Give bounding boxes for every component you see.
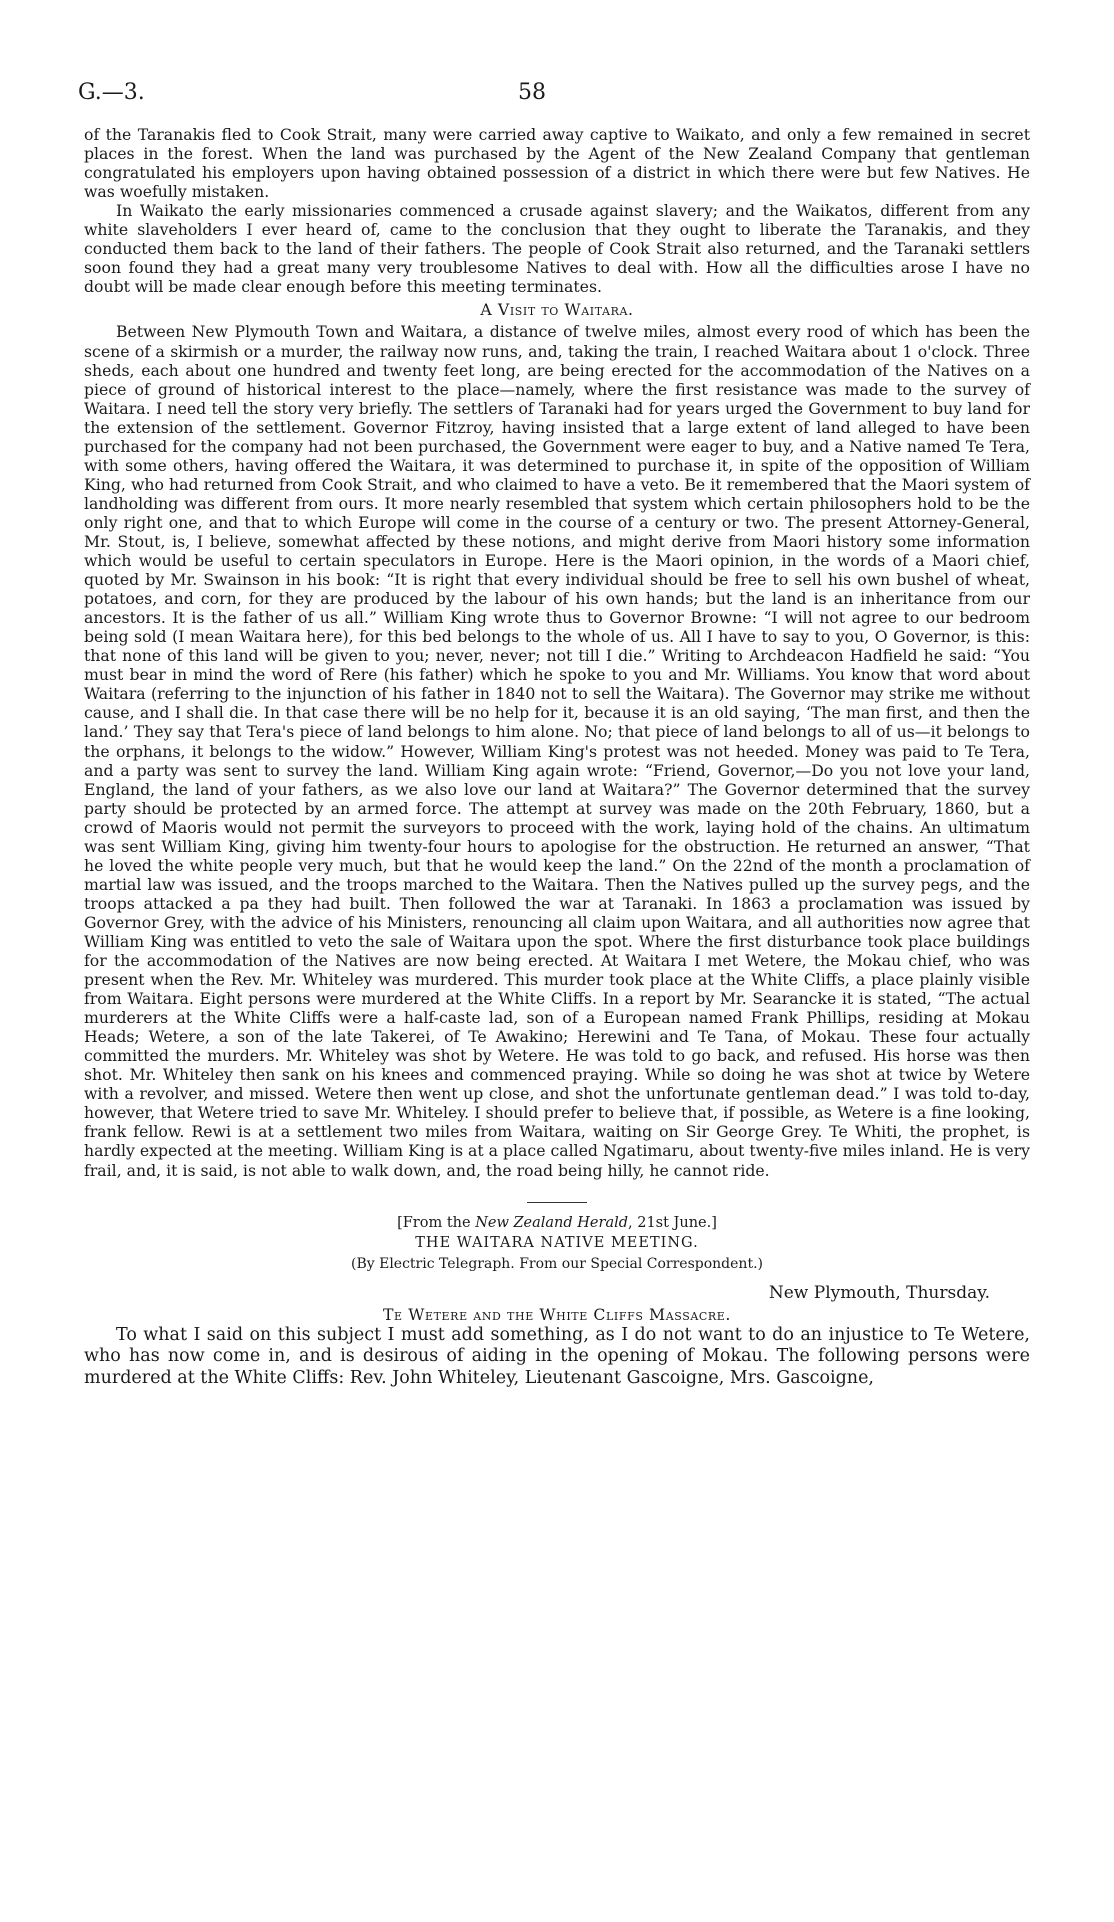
source-suffix: , 21st June.] <box>628 1214 717 1231</box>
source-paper-name: New Zealand Herald <box>475 1214 629 1231</box>
section-heading: A Visit to Waitara. <box>480 300 634 320</box>
paragraph-1: of the Taranakis fled to Cook Strait, many were carried away captive to Waikato, and only a few remained in secret places in the forest. When the land was purchased by the Agent of the New Zealand Company that gentleman congratulated his employers upon having obtained possession of a district in which there were but few Natives. He was woefully mistaken. <box>84 125 1030 202</box>
body-text <box>84 125 1030 1389</box>
final-paragraph: To what I said on this subject I must add something, as I do not want to do an injustice to Te Wetere, who has now come in, and is desirous of aiding in the opening of Mokau. The following persons were murdered at the White Cliffs: Rev. John Whiteley, Lieutenant Gascoigne, Mrs. Gascoigne, <box>84 1324 1030 1388</box>
sub-heading: Te Wetere and the White Cliffs Massacre. <box>382 1304 732 1324</box>
source-citation <box>84 1213 1030 1233</box>
document-reference: G.—3. <box>78 80 145 105</box>
telegraph-credit: (By Electric Telegraph. From our Special Correspondent.) <box>351 1255 763 1272</box>
source-prefix: [From the <box>397 1214 476 1231</box>
article-title: THE WAITARA NATIVE MEETING. <box>415 1234 699 1251</box>
page-number: 58 <box>518 80 546 105</box>
paragraph-main: Between New Plymouth Town and Waitara, a distance of twelve miles, almost every rood of which has been the scene of a skirmish or a murder, the railway now runs, and, taking the train, I reached Waitara about 1 o'clock. Three sheds, each about one hundred and twenty feet long, are being erected for the accommodation of the Natives on a piece of ground of historical interest to the place—namely, where the first resistance was made to the survey of Waitara. I need tell the story very briefly. The settlers of Taranaki had for years urged the Government to buy land for the extension of the settlement. Governor Fitzroy, having insisted that a large extent of land alleged to have been purchased for the company had not been purchased, the Government were eager to buy, and a Native named Te Tera, with some others, having offered the Waitara, it was determined to purchase it, in spite of the opposition of William King, who had returned from Cook Strait, and who claimed to have a veto. Be it remembered that the Maori system of landholding was different from ours. It more nearly resembled that system which certain philosophers hold to be the only right one, and that to which Europe will come in the course of a century or two. The present Attorney-General, Mr. Stout, is, I believe, somewhat affected by these notions, and might derive from Maori history some information which would be useful to certain speculators in Europe. Here is the Maori opinion, in the words of a Maori chief, quoted by Mr. Swainson in his book: “It is right that every individual should be free to sell his own bushel of wheat, potatoes, and corn, for they are produced by the labour of his own hands; but the land is an inheritance from our ancestors. It is the father of us all.” William King wrote thus to Governor Browne: “I will not agree to our bedroom being sold (I mean Waitara here), for this bed belongs to the whole of us. All I have to say to you, O Governor, is this: that none of this land will be given to you; never, never; not till I die.” Writing to Archdeacon Hadfield he said: “You must bear in mind the word of Rere (his father) which he spoke to you and Mr. Williams. You know that word about Waitara (referring to the injunction of his father in 1840 not to sell the Waitara). The Governor may strike me without cause, and I shall die. In that case there will be no help for it, because it is an old saying, ‘The man first, and then the land.’ They say that Tera's piece of land belongs to him alone. No; that piece of land belongs to all of us—it belongs to the orphans, it belongs to the widow.” However, William King's protest was not heeded. Money was paid to Te Tera, and a party was sent to survey the land. William King again wrote: “Friend, Governor,—Do you not love your land, England, the land of your fathers, as we also love our land at Waitara?” The Governor determined that the survey party should be protected by an armed force. The attempt at survey was made on the 20th February, 1860, but a crowd of Maoris would not permit the surveyors to proceed with the work, laying hold of the chains. An ultimatum was sent William King, giving him twenty-four hours to apologise for the obstruction. He returned an answer, “That he loved the white people very much, but that he would keep the land.” On the 22nd of the month a proclamation of martial law was issued, and the troops marched to the Waitara. Then the Natives pulled up the survey pegs, and the troops attacked a pa they had built. Then followed the war at Taranaki. In 1863 a proclamation was issued by Governor Grey, with the advice of his Ministers, renouncing all claim upon Waitara, and all authorities now agree that William King was entitled to veto the sale of Waitara upon the spot. Where the first disturbance took place buildings for the accommodation of the Natives are now being erected. At Waitara I met Wetere, the Mokau chief, who was present when the Rev. Mr. Whiteley was murdered. This murder took place at the White Cliffs, a place plainly visible from Waitara. Eight persons were murdered at the White Cliffs. In a report by Mr. Searancke it is stated, “The actual murderers at the White Cliffs were a half-caste lad, son of a European named Frank Phillips, residing at Mokau Heads; Wetere, a son of the late Takerei, of Te Awakino; Herewini and Te Tana, of Mokau. These four actually committed the murders. Mr. Whiteley was shot by Wetere. He was told to go back, and refused. His horse was then shot. Mr. Whiteley then sank on his knees and commenced praying. While so doing he was shot at twice by Wetere with a revolver, and missed. Wetere then went up close, and shot the unfortunate gentleman dead.” I was told to-day, however, that Wetere tried to save Mr. Whiteley. I should prefer to believe that, if possible, as Wetere is a fine looking, frank fellow. Rewi is at a settlement two miles from Waitara, waiting on Sir George Grey. Te Whiti, the prophet, is hardly expected at the meeting. William King is at a place called Ngatimaru, about twenty-five miles inland. He is very frail, and, it is said, is not able to walk down, and, the road being hilly, he cannot ride. <box>84 322 1030 1180</box>
page-header <box>78 80 1038 106</box>
paragraph-2: In Waikato the early missionaries commenced a crusade against slavery; and the Waikatos, different from any white slaveholders I ever heard of, came to the conclusion that they ought to liberate the Taranakis, and they conducted them back to the land of their fathers. The people of Cook Strait also returned, and the Taranaki settlers soon found they had a great many very troublesome Natives to deal with. How all the difficulties arose I have no doubt will be made clear enough before this meeting terminates. <box>84 201 1030 297</box>
dateline: New Plymouth, Thursday. <box>768 1282 990 1303</box>
separator-rule <box>527 1202 587 1203</box>
